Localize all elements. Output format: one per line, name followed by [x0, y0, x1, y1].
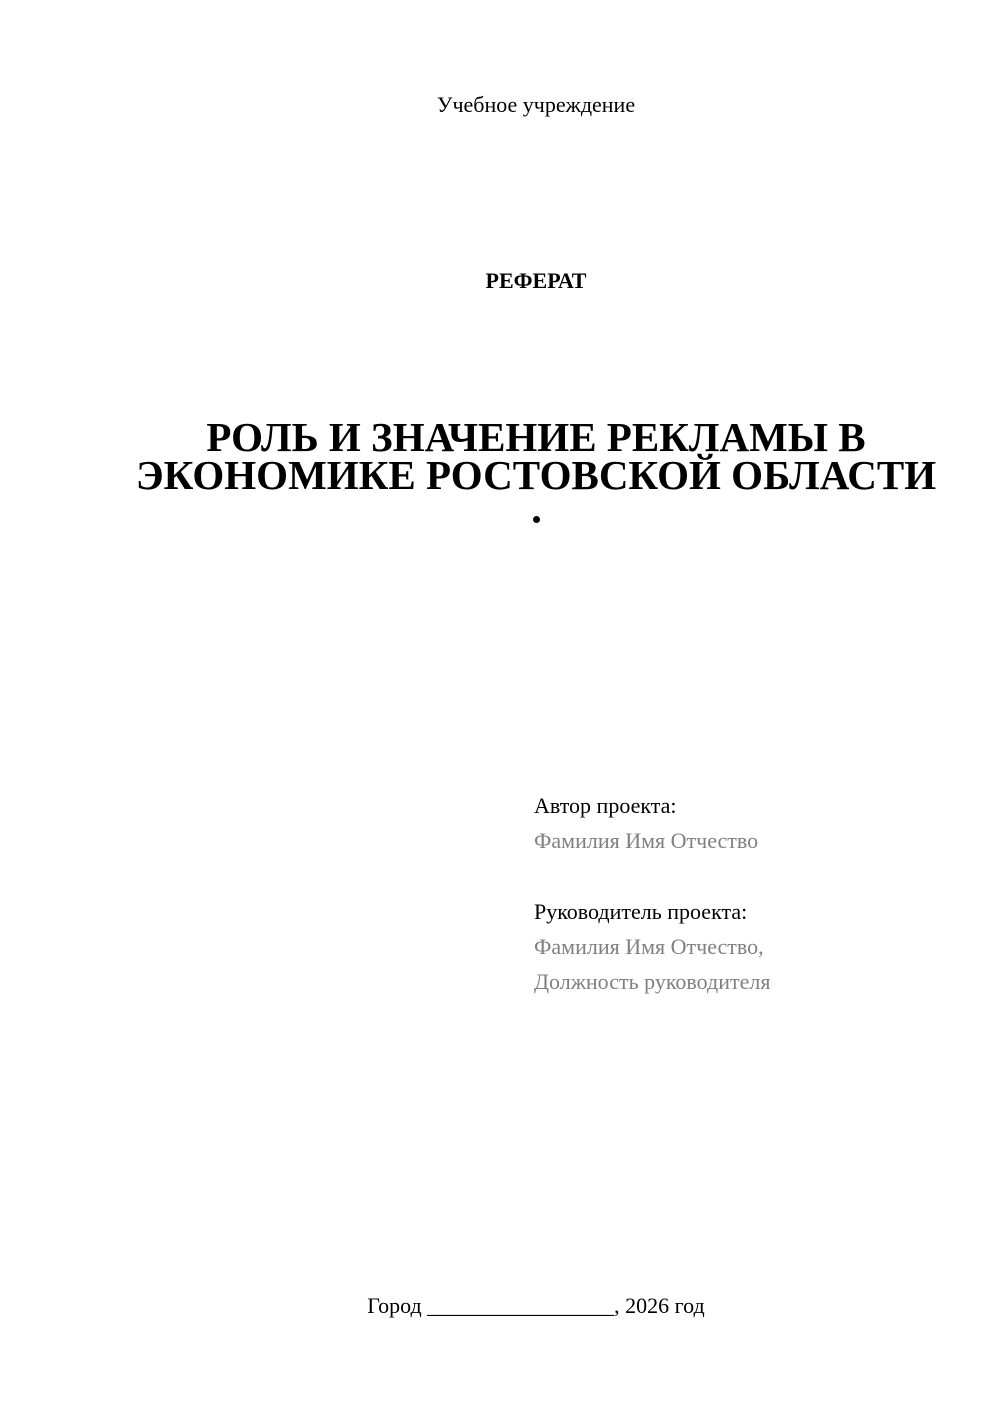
credits-spacer — [534, 858, 974, 894]
city-year-line: Город _________________, 2026 год — [367, 1293, 705, 1318]
supervisor-position: Должность руководителя — [534, 969, 771, 994]
supervisor-name: Фамилия Имя Отчество, — [534, 934, 764, 959]
title-line-1: РОЛЬ И ЗНАЧЕНИЕ РЕКЛАМЫ В — [206, 414, 866, 460]
institution-name: Учебное учреждение — [436, 92, 636, 117]
title-dot-marker — [533, 516, 540, 523]
document-type: РЕФЕРАТ — [485, 268, 587, 293]
title-line-2: ЭКОНОМИКЕ РОСТОВСКОЙ ОБЛАСТИ — [135, 452, 937, 498]
author-label: Автор проекта: — [534, 793, 677, 818]
document-title — [100, 414, 972, 498]
supervisor-label: Руководитель проекта: — [534, 899, 748, 924]
credits-block — [534, 788, 974, 999]
author-name: Фамилия Имя Отчество — [534, 828, 759, 853]
